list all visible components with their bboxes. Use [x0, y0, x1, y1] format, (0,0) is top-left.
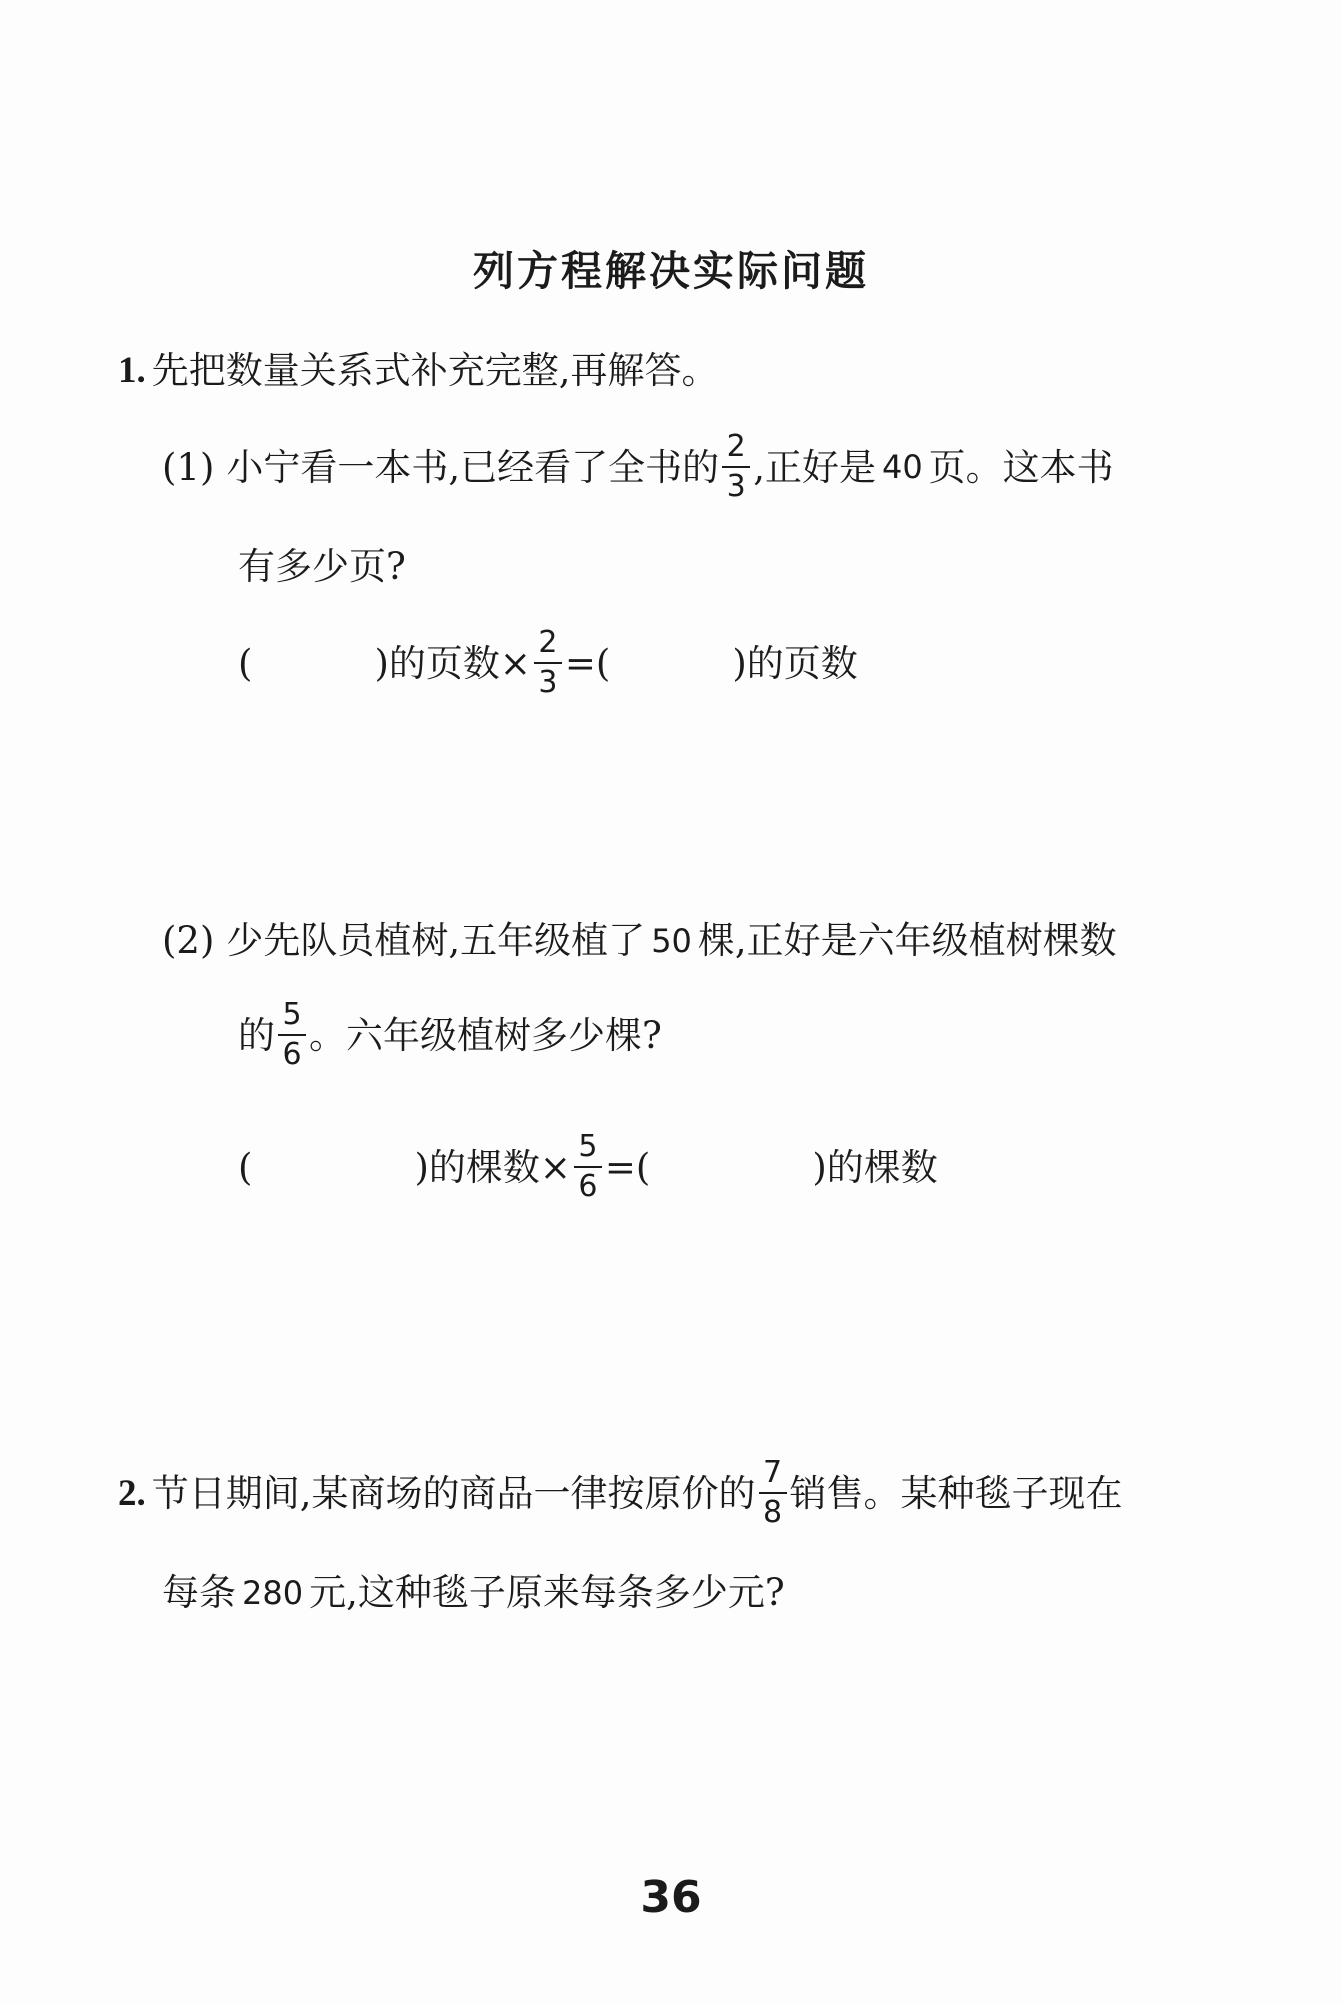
q1-sub2-text-b: 棵,正好是六年级植树棵数 [697, 919, 1117, 962]
q1-sub2-relation-fraction [574, 1129, 602, 1204]
relation-close-text: )的棵数× [414, 1145, 571, 1189]
q1-sub1-line2 [238, 545, 406, 588]
q2-line2 [162, 1571, 785, 1614]
q1-sub1-relation-fraction [534, 625, 562, 700]
q1-instruction: 先把数量关系式补充完整,再解答。 [151, 349, 719, 392]
relation-equals-open: =( [564, 641, 611, 685]
q1-sub1-question: 有多少页? [238, 545, 406, 588]
fraction-denominator: 6 [578, 1169, 598, 1204]
q2-value: 280 [242, 1573, 304, 1612]
fraction-denominator: 3 [726, 469, 746, 504]
relation-close-text-2: )的页数 [732, 641, 858, 685]
relation-open-paren: ( [238, 641, 253, 685]
relation-equals-open: =( [604, 1145, 651, 1189]
q1-sub2-relation [238, 1129, 938, 1204]
q1-sub1-text-c: 页。这本书 [928, 445, 1114, 489]
q2-text-a: 节日期间,某商场的商品一律按原价的 [151, 1471, 756, 1515]
q1-sub2-text-a: 少先队员植树,五年级植了 [226, 919, 646, 962]
q1-sub1-label: (1) [162, 445, 215, 489]
fraction-numerator: 2 [726, 429, 746, 464]
relation-open-paren: ( [238, 1145, 253, 1189]
fraction-numerator: 7 [762, 1455, 783, 1490]
q2-line1 [118, 1455, 1123, 1530]
q1-sub2-line1 [162, 919, 1117, 962]
page-number: 36 [640, 1872, 702, 1923]
q1-sub1-fraction [722, 429, 750, 504]
q1-number: 1. [118, 350, 146, 391]
q1-sub2-line2-a: 的 [238, 1013, 275, 1057]
relation-close-text-2: )的棵数 [812, 1145, 938, 1189]
q1-sub1-line1 [162, 429, 1114, 504]
q1-sub2-line2 [238, 997, 662, 1072]
q1-sub2-label: (2) [162, 919, 215, 962]
q2-number: 2. [118, 1472, 146, 1514]
fraction-numerator: 2 [538, 625, 558, 660]
q2-line2-a: 每条 [162, 1571, 236, 1614]
q1-sub1-text-b: ,正好是 [753, 445, 876, 489]
q1-sub1-relation [238, 625, 858, 700]
q1-sub2-line2-b: 。六年级植树多少棵? [309, 1013, 662, 1057]
page-title: 列方程解决实际问题 [473, 247, 869, 295]
q2-text-b: 销售。某种毯子现在 [789, 1471, 1123, 1515]
fraction-numerator: 5 [282, 997, 302, 1032]
fraction-denominator: 8 [762, 1495, 783, 1530]
q1-sub1-value: 40 [881, 448, 923, 486]
fraction-denominator: 3 [538, 665, 558, 700]
q1-sub2-value: 50 [651, 921, 692, 960]
q1-sub1-text-a: 小宁看一本书,已经看了全书的 [226, 445, 720, 489]
q2-fraction [759, 1455, 787, 1530]
q1-sub2-fraction [278, 997, 306, 1072]
fraction-denominator: 6 [282, 1037, 302, 1072]
q2-line2-b: 元,这种毯子原来每条多少元? [309, 1571, 785, 1614]
fraction-numerator: 5 [578, 1129, 598, 1164]
relation-close-text: )的页数× [374, 641, 531, 685]
q1-heading [118, 349, 719, 392]
